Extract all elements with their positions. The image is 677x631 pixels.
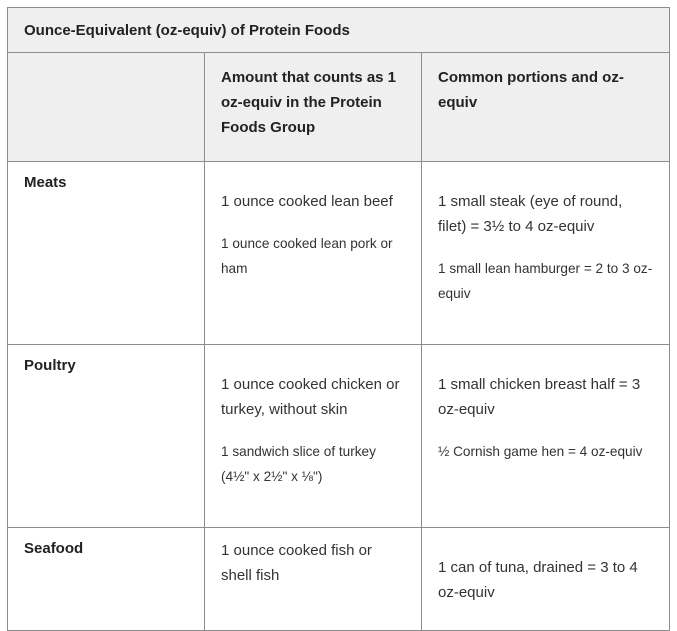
header-empty: [8, 53, 205, 162]
row-label-poultry: Poultry: [8, 345, 205, 528]
row-label-seafood: Seafood: [8, 528, 205, 631]
portion-text: 1 small chicken breast half = 3 oz-equiv: [438, 376, 641, 418]
amount-text: 1 sandwich slice of turkey (4½" x 2½" x ⅛"): [221, 444, 376, 484]
portion-text: ½ Cornish game hen = 4 oz-equiv: [438, 444, 643, 459]
portion-text: 1 small lean hamburger = 2 to 3 oz-equiv: [438, 261, 653, 301]
row-label-meats: Meats: [8, 162, 205, 345]
table-caption: Ounce-Equivalent (oz-equiv) of Protein Foods: [8, 8, 670, 53]
amount-text: 1 ounce cooked chicken or turkey, without skin: [221, 376, 400, 418]
amount-text: 1 ounce cooked fish or shell fish: [221, 542, 372, 584]
header-portions: Common portions and oz-equiv: [422, 53, 670, 162]
portion-text: 1 small steak (eye of round, filet) = 3½ to 4 oz-equiv: [438, 193, 623, 235]
amount-text: 1 ounce cooked lean pork or ham: [221, 236, 393, 276]
protein-oz-equiv-table: [7, 7, 670, 631]
table-row: [8, 345, 670, 528]
table-row: [8, 528, 670, 631]
amount-cell: [205, 345, 422, 528]
portions-cell: [422, 528, 670, 631]
table-header-row: [8, 53, 670, 162]
portion-text: 1 can of tuna, drained = 3 to 4 oz-equiv: [438, 559, 638, 601]
table-caption-row: [8, 8, 670, 53]
amount-cell: [205, 162, 422, 345]
portions-cell: [422, 162, 670, 345]
amount-text: 1 ounce cooked lean beef: [221, 193, 393, 210]
header-amount: Amount that counts as 1 oz-equiv in the Protein Foods Group: [205, 53, 422, 162]
portions-cell: [422, 345, 670, 528]
table-row: [8, 162, 670, 345]
amount-cell: [205, 528, 422, 631]
